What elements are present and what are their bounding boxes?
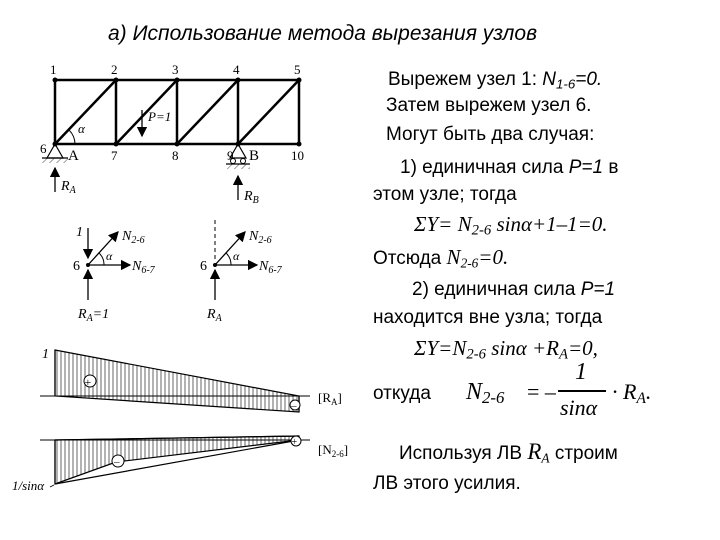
node-label-1: 1 [50,62,57,77]
left-force-label: 1 [76,225,83,240]
right-angle-label: α [233,249,240,263]
truss [55,80,299,144]
node-label-7: 7 [111,148,118,163]
left-n67-label: $N_{6-7}$ [132,259,155,276]
node-label-5: 5 [294,62,301,77]
formula-lhs: $N_{2-6}$ [466,379,505,408]
influence-line-n26 [12,436,348,493]
node-label-4: 4 [233,62,240,77]
right-n26-label: $N_{2-6}$ [249,229,272,246]
text-line-13: ЛВ этого усилия. [373,473,521,494]
text-line-7: Отсюда $N_{2-6}=0$. [373,245,509,271]
text-line-3: Могут быть два случая: [386,124,595,145]
reaction-a-label: $R_A$ [61,179,76,196]
left-angle-label: α [106,249,113,263]
node-diagram-right [200,220,283,324]
formula-equals: = – [527,379,556,404]
formula-denominator: sinα [560,395,598,420]
angle-arc [69,130,75,144]
equation-2: $\Sigma Y=N_{2-6}$ $\sin\alpha +R_A=0$, [414,336,598,363]
n26-plus-sign: + [291,437,298,448]
fraction-bar [558,390,606,392]
n26-label: $[N_{2-6}]$ [318,442,349,459]
right-n67-label: $N_{6-7}$ [259,259,282,276]
n26-minus-sign: – [114,456,120,468]
node-label-9: 9 [227,148,234,163]
right-reaction-label: $R_A$ [207,307,222,324]
left-node-label: 6 [73,259,80,274]
text-line-2: Затем вырежем узел 6. [386,95,592,116]
node-diagram-left [73,225,156,324]
reaction-b-label: $R_B$ [244,189,259,206]
equation-1: $\Sigma Y= N_{2-6}$ sinα+1–1=0. [414,212,608,239]
ra-minus-sign: – [291,400,297,412]
diagonal-6-2 [55,80,116,144]
node-label-10: 10 [291,148,304,163]
influence-line-ra [40,347,342,412]
node-label-2: 2 [111,62,118,77]
ra-plus-sign: + [84,375,92,389]
diagonal-8-4 [177,80,238,144]
load-label: P=1 [148,109,172,124]
ra-top-value: 1 [42,347,49,362]
truss-angle-label: α [78,121,85,136]
node-label-3: 3 [172,62,179,77]
right-node-label: 6 [200,259,207,274]
text-line-4: 1) единичная сила P=1 в [400,157,619,178]
page-title: а) Использование метода вырезания узлов [108,22,538,45]
support-a-label: A [68,148,79,164]
left-n26-label: $N_{2-6}$ [122,229,145,246]
text-line-8: 2) единичная сила P=1 [412,279,616,300]
support-b-label: B [249,148,260,164]
node-label-6: 6 [40,141,47,156]
ra-label: $[R_A]$ [318,390,342,407]
diagonal-9-5 [238,80,299,144]
n26-bottom-value: 1/sinα [12,478,45,493]
formula-rhs: · $R_A$. [612,379,652,407]
node-labels [40,62,304,163]
text-line-9: находится вне узла; тогда [373,307,603,328]
left-reaction-label: $R_A=1$ [78,307,110,324]
text-line-12: Используя ЛВ $R_A$ строим [399,439,618,466]
node-label-8: 8 [172,148,179,163]
formula-numerator: 1 [575,359,587,385]
text-line-1: Вырежем узел 1: $N_{1-6}=0$. [388,69,603,92]
text-line-5: этом узле; тогда [373,184,517,205]
text-line-11: откуда [373,383,431,404]
